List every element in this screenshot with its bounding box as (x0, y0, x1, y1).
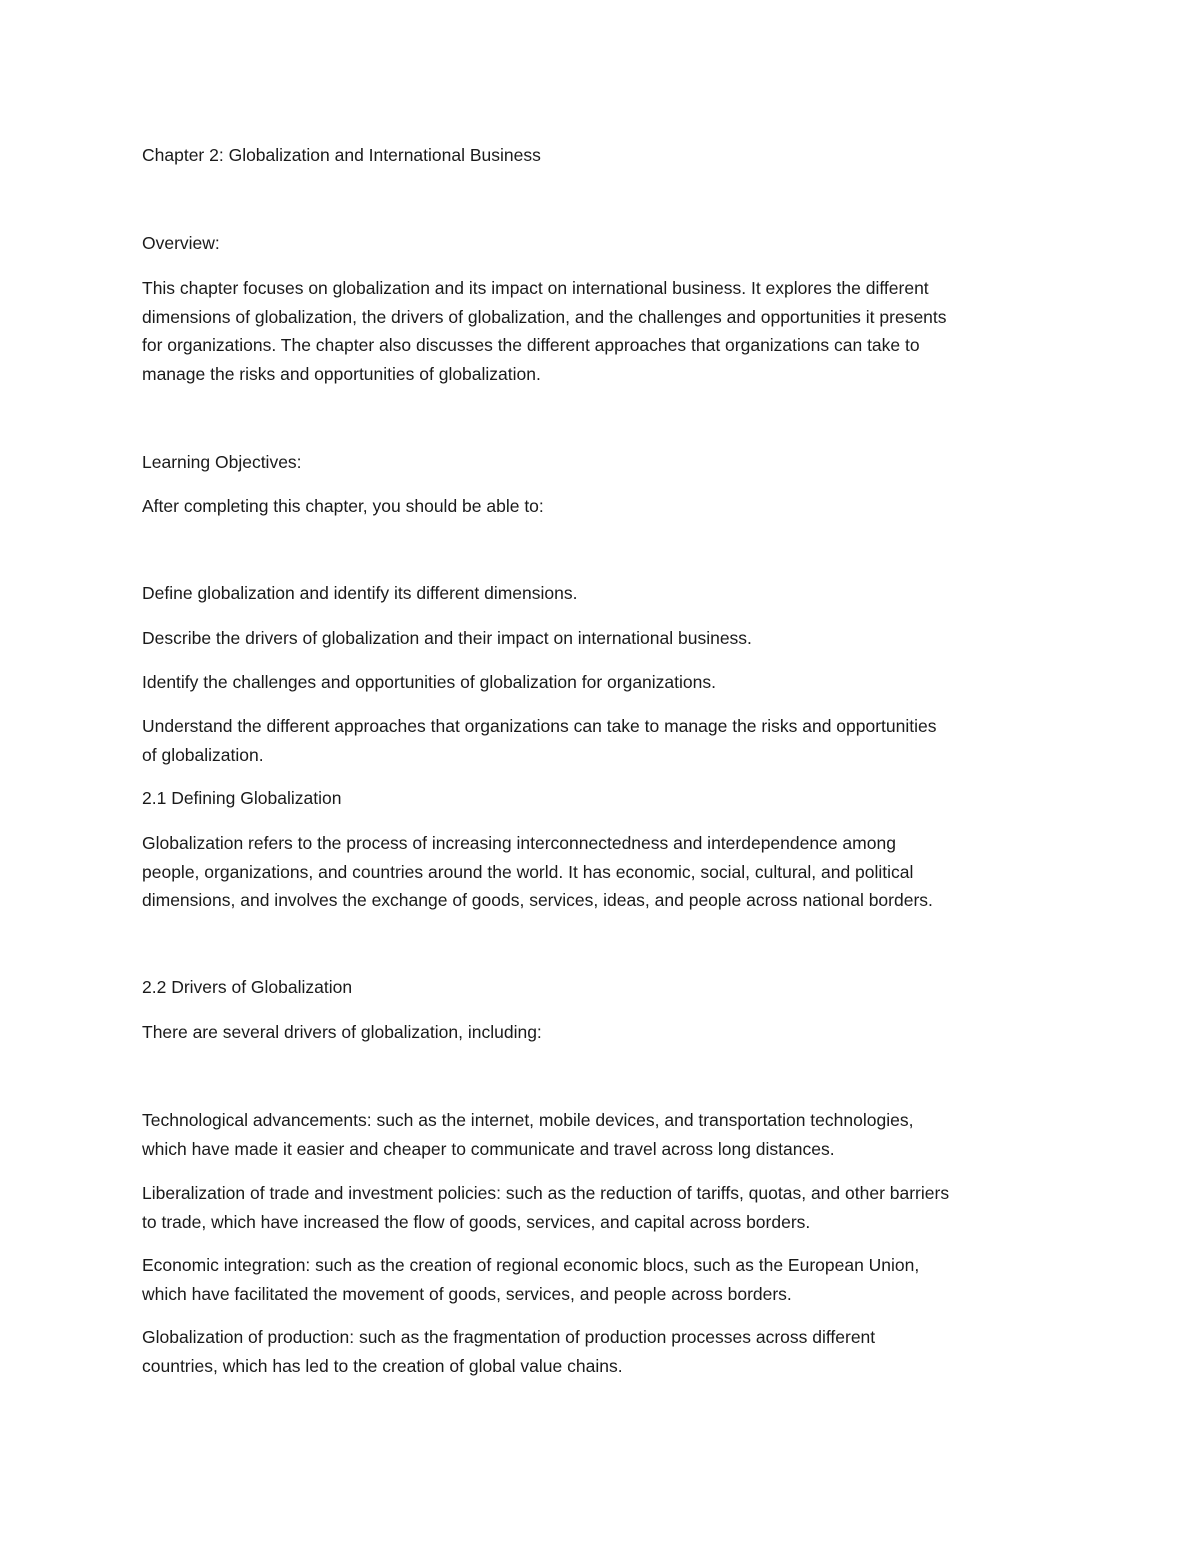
driver-item: Liberalization of trade and investment policies: such as the reduction of tariffs, quotas, and other barriers to trade, which have increased the flow of goods, services, and capital across borders. (142, 1183, 950, 1232)
section-2-2-heading: 2.2 Drivers of Globalization (142, 977, 353, 997)
learning-objectives-intro: After completing this chapter, you should be able to: (142, 496, 544, 516)
section-2-1-heading: 2.1 Defining Globalization (142, 788, 342, 808)
driver-item: Technological advancements: such as the internet, mobile devices, and transportation technologies, which have made it easier and cheaper to communicate and travel across long distances. (142, 1110, 914, 1159)
objective-item: Understand the different approaches that organizations can take to manage the risks and opportunities of globalization. (142, 716, 937, 765)
objective-item: Describe the drivers of globalization and their impact on international business. (142, 628, 752, 648)
driver-item: Globalization of production: such as the fragmentation of production processes across different countries, which has led to the creation of global value chains. (142, 1327, 876, 1376)
driver-item: Economic integration: such as the creation of regional economic blocs, such as the European Union, which have facilitated the movement of goods, services, and people across borders. (142, 1255, 920, 1304)
overview-heading: Overview: (142, 233, 220, 253)
learning-objectives-heading: Learning Objectives: (142, 452, 302, 472)
section-2-2-intro: There are several drivers of globalization, including: (142, 1022, 542, 1042)
objective-item: Identify the challenges and opportunities of globalization for organizations. (142, 672, 716, 692)
objective-item: Define globalization and identify its different dimensions. (142, 583, 578, 603)
section-2-1-paragraph: Globalization refers to the process of increasing interconnectedness and interdependence among people, organizations, and countries around the world. It has economic, social, cultural, and political dimensions, and involves the exchange of goods, services, ideas, and people across national borders. (142, 833, 933, 910)
overview-paragraph: This chapter focuses on globalization and its impact on international business. It explores the different dimensions of globalization, the drivers of globalization, and the challenges and opportunities it presents for organizations. The chapter also discusses the different approaches that organizations can take to manage the risks and opportunities of globalization. (142, 278, 947, 384)
document-title: Chapter 2: Globalization and International Business (142, 145, 541, 165)
